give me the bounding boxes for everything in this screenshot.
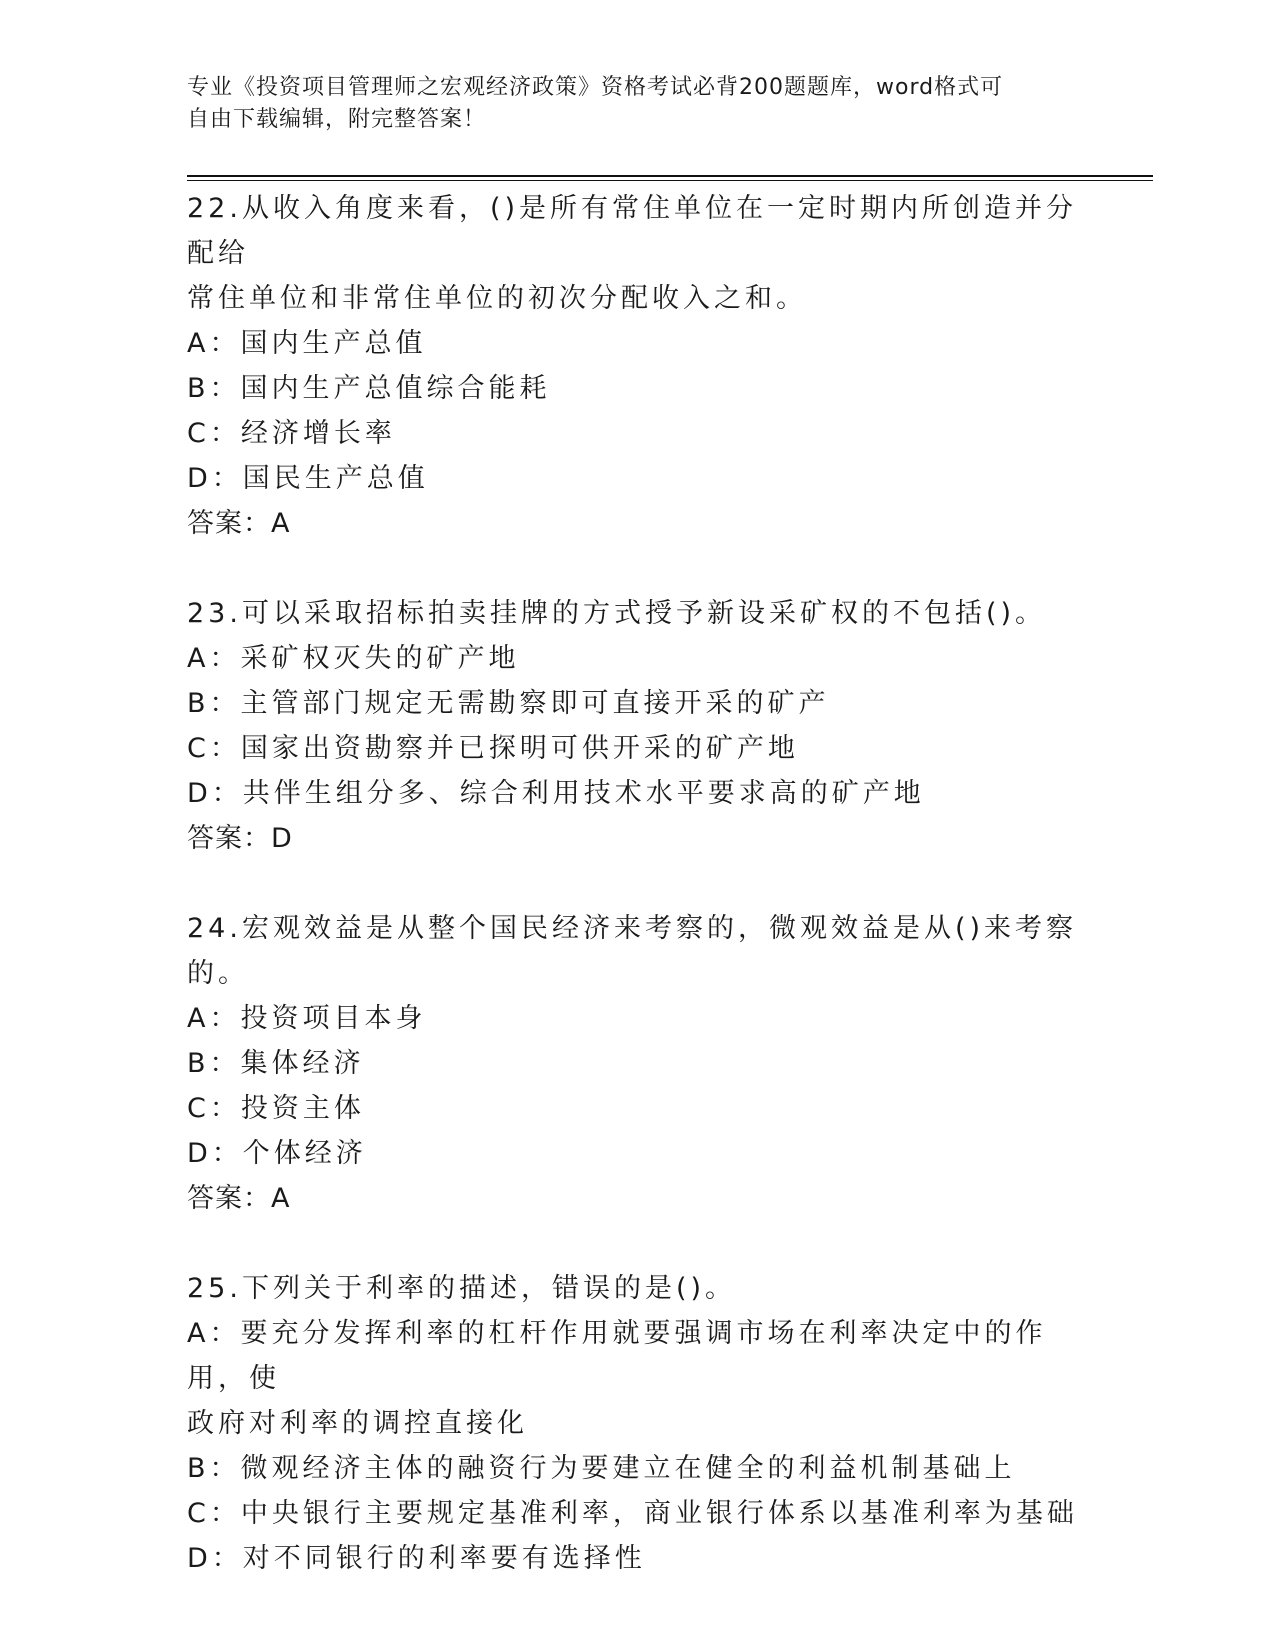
option-c: C：国家出资勘察并已探明可供开采的矿产地	[187, 733, 799, 764]
header-divider-thin	[187, 180, 1153, 181]
option-a: A：国内生产总值	[187, 328, 427, 359]
option-b: B：微观经济主体的融资行为要建立在健全的利益机制基础上	[187, 1453, 1016, 1484]
option-a: A：投资项目本身	[187, 1003, 427, 1034]
question-stem-line: 25.下列关于利率的描述，错误的是()。	[187, 1273, 737, 1304]
option-c: C：投资主体	[187, 1093, 365, 1124]
option-c: C：中央银行主要规定基准利率，商业银行体系以基准利率为基础	[187, 1498, 1078, 1529]
answer-line: 答案：A	[187, 1183, 291, 1214]
question-25	[187, 1266, 1087, 1581]
header-divider-thick	[187, 175, 1153, 177]
question-stem-line: 24.宏观效益是从整个国民经济来考察的，微观效益是从()来考察的。	[187, 913, 1078, 989]
option-a: A：采矿权灭失的矿产地	[187, 643, 520, 674]
option-b: B：国内生产总值综合能耗	[187, 373, 551, 404]
option-d: D：个体经济	[187, 1138, 367, 1169]
question-list	[187, 186, 1087, 1581]
question-stem-line: 23.可以采取招标拍卖挂牌的方式授予新设采矿权的不包括()。	[187, 598, 1047, 629]
answer-line: 答案：D	[187, 823, 293, 854]
option-a-continuation: 政府对利率的调控直接化	[187, 1408, 528, 1439]
question-stem-line: 22.从收入角度来看，()是所有常住单位在一定时期内所创造并分配给	[187, 193, 1078, 269]
question-stem-line: 常住单位和非常住单位的初次分配收入之和。	[187, 283, 807, 314]
option-d: D：对不同银行的利率要有选择性	[187, 1543, 646, 1574]
option-b: B：主管部门规定无需勘察即可直接开采的矿产	[187, 688, 830, 719]
option-c: C：经济增长率	[187, 418, 396, 449]
option-b: B：集体经济	[187, 1048, 365, 1079]
option-a: A：要充分发挥利率的杠杆作用就要强调市场在利率决定中的作用，使	[187, 1318, 1047, 1394]
question-24	[187, 906, 1087, 1221]
document-header	[187, 72, 1067, 136]
header-line-2: 自由下载编辑，附完整答案！	[187, 107, 487, 132]
option-d: D：共伴生组分多、综合利用技术水平要求高的矿产地	[187, 778, 925, 809]
option-d: D：国民生产总值	[187, 463, 429, 494]
answer-line: 答案：A	[187, 508, 291, 539]
question-22	[187, 186, 1087, 546]
header-line-1: 专业《投资项目管理师之宏观经济政策》资格考试必背200题题库，word格式可	[187, 75, 1004, 100]
question-23	[187, 591, 1087, 861]
